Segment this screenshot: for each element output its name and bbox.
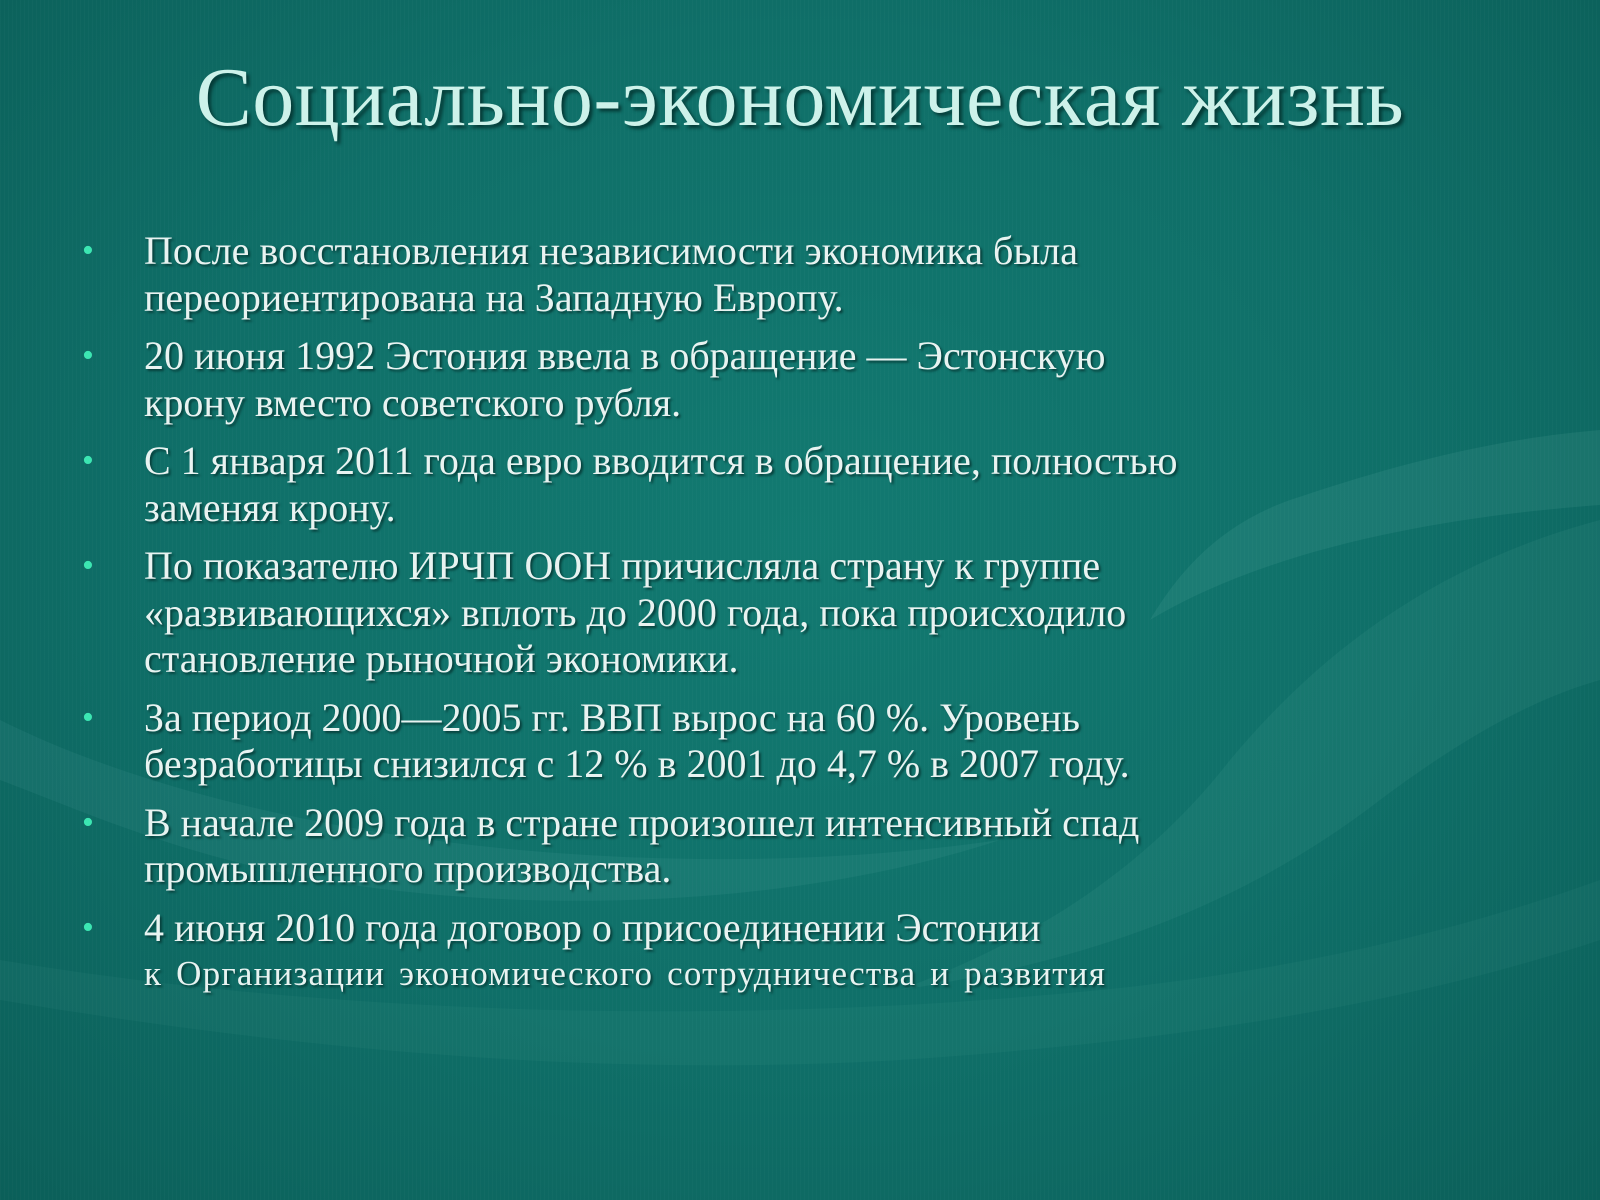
bullet-text-line: После восстановления независимости экономика была bbox=[144, 228, 1078, 273]
slide-title: Социально-экономическая жизнь bbox=[195, 51, 1405, 144]
bullet-item bbox=[82, 695, 1542, 788]
bullet-text-line: С 1 января 2011 года евро вводится в обращение, полностью bbox=[144, 438, 1178, 483]
bullet-item bbox=[82, 438, 1542, 531]
bullet-text-line: «развивающихся» вплоть до 2000 года, пока происходило bbox=[144, 589, 1127, 635]
bullet-dot-icon: • bbox=[82, 547, 94, 584]
bullet-text-line: 20 июня 1992 Эстония ввела в обращение — Эстонскую bbox=[144, 333, 1106, 378]
bullet-text-line: В начале 2009 года в стране произошел интенсивный спад bbox=[144, 799, 1140, 845]
bullet-text-line: к Организации экономического сотрудничества и развития bbox=[144, 954, 1106, 993]
bullet-item bbox=[82, 905, 1542, 998]
bullet-text-line: безработицы снизился с 12 % в 2001 до 4,7 % в 2007 году. bbox=[144, 741, 1130, 786]
bullet-text-line: 4 июня 2010 года договор о присоединении Эстонии bbox=[144, 904, 1041, 950]
bullet-dot-icon: • bbox=[82, 232, 94, 269]
bullet-dot-icon: • bbox=[82, 442, 94, 479]
bullet-item bbox=[82, 228, 1542, 321]
bullet-item bbox=[82, 800, 1542, 893]
bullet-item bbox=[82, 543, 1542, 683]
bullet-text-line: заменяя крону. bbox=[144, 484, 396, 530]
bullet-dot-icon: • bbox=[82, 803, 94, 841]
bullet-text-line: По показателю ИРЧП ООН причисляла страну к группе bbox=[144, 543, 1101, 588]
bullet-list bbox=[82, 228, 1542, 1010]
bullet-dot-icon: • bbox=[82, 337, 94, 374]
bullet-text-line: промышленного производства. bbox=[144, 846, 672, 891]
bullet-text-line: становление рыночной экономики. bbox=[144, 636, 739, 681]
bullet-item bbox=[82, 333, 1542, 426]
bullet-text-line: переориентирована на Западную Европу. bbox=[144, 274, 844, 320]
bullet-text-line: За период 2000—2005 гг. ВВП вырос на 60 %. Уровень bbox=[144, 694, 1080, 740]
bullet-dot-icon: • bbox=[82, 698, 94, 736]
bullet-text-line: крону вместо советского рубля. bbox=[144, 379, 682, 425]
bullet-dot-icon: • bbox=[82, 908, 94, 946]
